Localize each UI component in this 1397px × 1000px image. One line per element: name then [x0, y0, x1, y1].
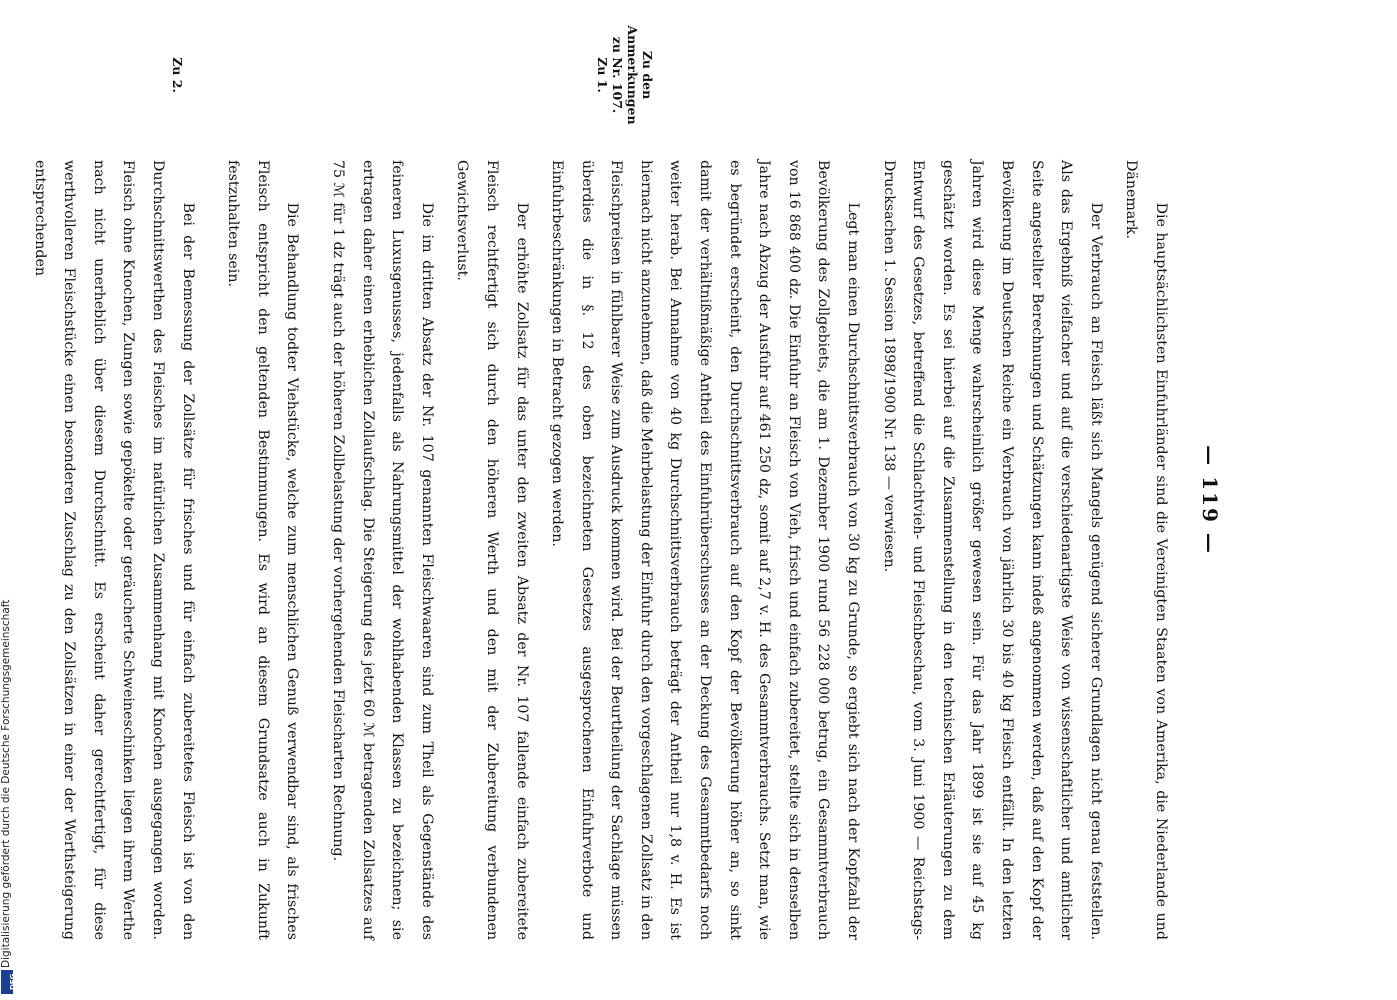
paragraph-duty-assessment: Bei der Bemessung der Zollsätze für frisches und für einfach zubereitetes Fleisch ist von den Durchschnittswerthen des Fleisches im natürlichen Zusammenhang mit Knochen ausgegangen worden. Fleisch ohne Knochen, Zungen sowie gepökelte oder geräucherte Schweineschinken liegen ihrem Werthe nach nicht unerheblich über diesem Durchschnitt. Es erscheint daher gerechtfertigt, für diese werthvolleren Fleischstücke einen besonderen Zuschlag zu den Zollsätzen in einer der Werthsteigerung entsprechenden — [31, 160, 196, 940]
paragraph-meat-products: Die im dritten Absatz der Nr. 107 genannten Fleischwaaren sind zum Theil als Gegenstände des feineren Luxusgenusses, jedenfalls als Nahrungsmittel der wohlhabenden Klassen zu bezeichnen; sie ertragen daher einen erheblichen Zollaufschlag. Die Steigerung des jetzt 60 ℳ betragenden Zollsatzes auf 75 ℳ für 1 dz trägt auch der höheren Zollbelastung der vorhergehenden Fleischarten Rechnung. — [329, 160, 435, 940]
main-text-column — [24, 160, 1175, 940]
paragraph-increased-duty: Der erhöhte Zollsatz für das unter den zweiten Absatz der Nr. 107 fallende einfach zubereitete Fleisch rechtfertigt sich durch den höheren Werth und den mit der Zubereitung verbundenen Gewichtsverlust. — [454, 160, 530, 940]
paragraph-meat-consumption: Der Verbrauch an Fleisch läßt sich Mangels genügend sicherer Grundlagen nicht genau feststellen. Als das Ergebniß vielfacher und auf die verschiedenartigste Weise von wissenschaftlicher und amtlicher Seite angestellter Berechnungen und Schätzungen kann indeß angenommen werden, daß auf den Kopf der Bevölkerung im Deutschen Reiche ein Verbrauch von jährlich 30 bis 40 kg Fleisch entfällt. In den letzten Jahren wird diese Menge wahrscheinlich größer gewesen sein. Für das Jahr 1899 ist sie auf 45 kg geschätzt worden. Es sei hierbei auf die Zusammenstellung in den technischen Erläuterungen zu dem Entwurf des Gesetzes, betreffend die Schlachtvieh- und Fleischbeschau, vom 3. Juni 1900 — Reichstags-Drucksachen 1. Session 1898/1900 Nr. 138 — verwiesen. — [880, 160, 1104, 940]
paragraph-import-countries: Die hauptsächlichsten Einfuhrländer sind die Vereinigten Staaten von Amerika, die Niederlande und Dänemark. — [1123, 160, 1169, 940]
margin-note-107-sub: Zu 1. — [595, 57, 610, 93]
page-number: — 119 — — [1198, 445, 1222, 555]
margin-note-107 — [595, 0, 655, 150]
credit-text: Digitalisierung gefördert durch die Deutsche Forschungsgemeinschaft — [0, 599, 12, 968]
margin-note-2: Zu 2. — [170, 57, 185, 93]
dfg-logo-icon: DFG — [1, 970, 13, 994]
paragraph-average-consumption: Legt man einen Durchschnittsverbrauch von 30 kg zu Grunde, so ergiebt sich nach der Kopfzahl der Bevölkerung des Zollgebiets, die am 1. Dezember 1900 rund 56 228 000 betrug, ein Gesammtverbrauch von 16 868 400 dz. Die Einfuhr an Fleisch von Vieh, frisch und einfach zubereitet, stellte sich in denselben Jahre nach Abzug der Ausfuhr auf 461 250 dz, somit auf 2,7 v. H. des Gesammtverbrauchs. Setzt man, wie es begründet erscheint, den Durchschnittsverbrauch auf den Kopf der Bevölkerung höher an, so sinkt damit der verhältnißmäßige Antheil des Einfuhrüberschusses an der Deckung des Gesammtbedarfs noch weiter herab. Bei Annahme von 40 kg Durchschnittsverbrauch beträgt der Antheil nur 1,8 v. H. Es ist hiernach nicht anzunehmen, daß die Mehrbelastung der Einfuhr durch den vorgeschlagenen Zollsatz in den Fleischpreisen in fühlbarer Weise zum Ausdruck kommen wird. Bei der Beurtheilung der Sachlage müssen überdies die in §. 12 des oben bezeichneten Gesetzes ausgesprochenen Einfuhrverbote und Einfuhrbeschränkungen in Betracht gezogen werden. — [549, 160, 862, 940]
margin-note-107-number: zu Nr. 107. — [610, 36, 625, 114]
margin-note-107-title: Zu den Anmerkungen — [625, 25, 655, 125]
paragraph-dead-animals: Die Behandlung todter Viehstücke, welche zum menschlichen Genuß verwendbar sind, als frisches Fleisch entspricht den geltenden Bestimmungen. Es wird an diesem Grundsatze auch in Zukunft festzuhalten sein. — [225, 160, 301, 940]
